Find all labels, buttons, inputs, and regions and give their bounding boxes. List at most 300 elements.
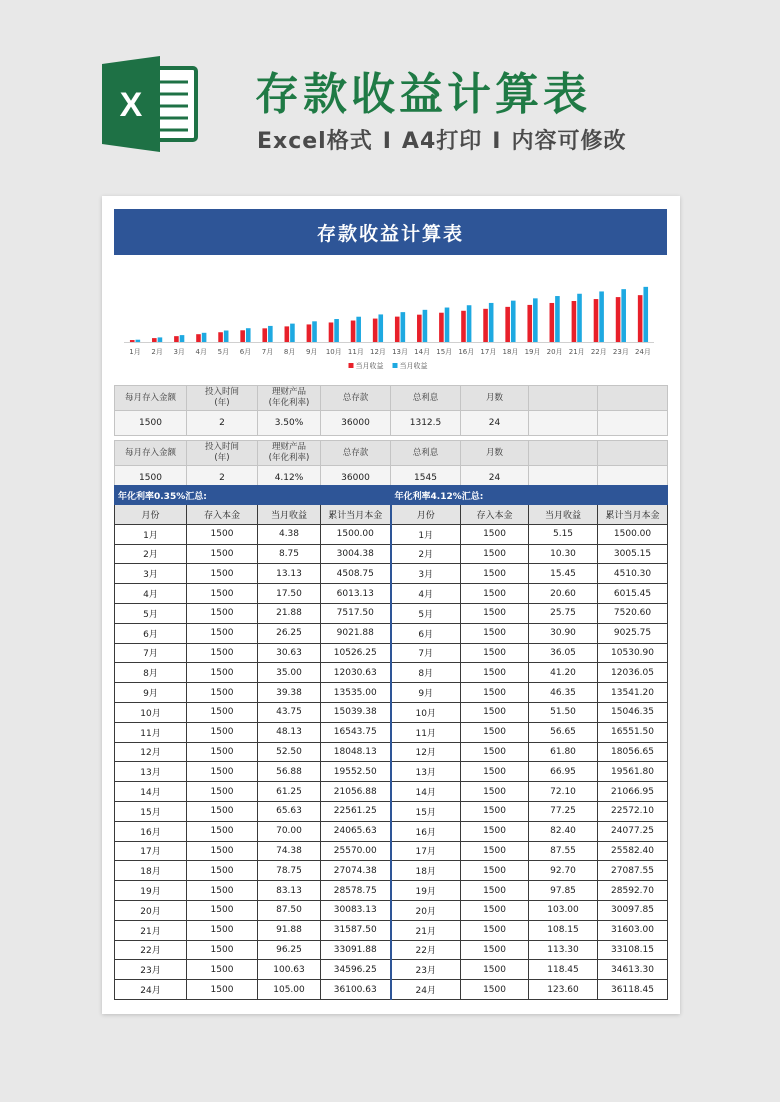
params-header-line: 月数	[485, 392, 503, 403]
column-header-cell: 当月收益	[529, 505, 598, 525]
column-header-row	[115, 505, 668, 525]
table-cell: 16月	[391, 821, 461, 841]
params-value-cell	[598, 411, 668, 436]
params-header-line: 投入时间	[204, 387, 239, 397]
table-cell: 1500.00	[598, 524, 668, 544]
table-cell: 12月	[115, 742, 187, 762]
bar-blue	[401, 312, 406, 342]
table-cell: 20月	[391, 900, 461, 920]
params-header-line: (年)	[214, 453, 230, 463]
table-cell: 24077.25	[598, 821, 668, 841]
table-cell: 9021.88	[321, 623, 391, 643]
table-row	[115, 881, 668, 901]
table-cell: 27087.55	[598, 861, 668, 881]
bar-red	[527, 305, 532, 342]
summary-section-header	[115, 486, 668, 505]
params-value-cell: 1312.5	[391, 411, 461, 436]
table-cell: 33091.88	[321, 940, 391, 960]
table-cell: 36118.45	[598, 980, 668, 1000]
table-cell: 1500	[187, 940, 258, 960]
params-header-line: (年化利率)	[268, 398, 310, 408]
x-tick-label: 2月	[151, 348, 163, 356]
table-cell: 9月	[391, 683, 461, 703]
bar-blue	[467, 305, 472, 342]
bar-blue	[136, 340, 141, 342]
table-cell: 10526.25	[321, 643, 391, 663]
table-cell: 41.20	[529, 663, 598, 683]
bar-blue	[445, 308, 450, 342]
table-cell: 1500	[187, 683, 258, 703]
logo-letter: X	[119, 86, 143, 124]
bar-red	[594, 299, 599, 342]
table-cell: 96.25	[258, 940, 321, 960]
bar-blue	[511, 301, 516, 342]
table-cell: 12030.63	[321, 663, 391, 683]
table-cell: 1500	[461, 980, 529, 1000]
bar-blue	[621, 289, 626, 342]
bar-blue	[643, 287, 648, 342]
table-cell: 13.13	[258, 564, 321, 584]
table-cell: 10530.90	[598, 643, 668, 663]
table-cell: 19561.80	[598, 762, 668, 782]
bar-red	[307, 324, 312, 342]
params-header-cell	[115, 386, 187, 411]
params-header-line: 每月存入金额	[124, 392, 176, 403]
table-cell: 8月	[391, 663, 461, 683]
table-cell: 6013.13	[321, 584, 391, 604]
table-cell: 1500	[187, 980, 258, 1000]
table-cell: 18月	[391, 861, 461, 881]
page-subtitle	[257, 124, 626, 155]
table-cell: 1500	[461, 524, 529, 544]
table-cell: 1500	[187, 584, 258, 604]
params-header-line: 总利息	[412, 447, 439, 458]
table-cell: 1500	[461, 742, 529, 762]
table-cell: 13月	[115, 762, 187, 782]
table-cell: 11月	[391, 722, 461, 742]
table-row	[115, 524, 668, 544]
table-cell: 1500	[461, 643, 529, 663]
page-title: 存款收益计算表	[255, 69, 591, 120]
subtitle-format: Excel格式	[257, 129, 373, 154]
table-cell: 1500	[461, 544, 529, 564]
bar-red	[461, 311, 466, 342]
params-header-line: (年)	[214, 398, 230, 408]
params-value-cell	[529, 411, 598, 436]
table-cell: 1500	[461, 623, 529, 643]
table-row	[115, 940, 668, 960]
table-cell: 5.15	[529, 524, 598, 544]
table-cell: 27074.38	[321, 861, 391, 881]
bar-red	[395, 317, 400, 342]
x-tick-label: 10月	[325, 348, 342, 356]
bar-red	[417, 315, 422, 342]
bar-blue	[202, 333, 207, 342]
table-cell: 22572.10	[598, 801, 668, 821]
table-cell: 61.25	[258, 782, 321, 802]
table-cell: 8月	[115, 663, 187, 683]
bar-blue	[268, 326, 273, 342]
params-value-cell: 1500	[115, 411, 187, 436]
legend-label: 当月收益	[399, 362, 428, 370]
bar-blue	[489, 303, 494, 342]
table-cell: 19月	[391, 881, 461, 901]
table-cell: 16543.75	[321, 722, 391, 742]
table-cell: 6015.45	[598, 584, 668, 604]
x-tick-label: 19月	[524, 348, 541, 356]
table-cell: 1500	[461, 782, 529, 802]
table-cell: 25570.00	[321, 841, 391, 861]
table-cell: 1500	[187, 762, 258, 782]
table-cell: 78.75	[258, 861, 321, 881]
column-header-cell: 月份	[391, 505, 461, 525]
x-tick-label: 7月	[261, 348, 274, 356]
table-cell: 35.00	[258, 663, 321, 683]
table-cell: 113.30	[529, 940, 598, 960]
left-summary-title: 年化利率0.35%汇总:	[115, 486, 391, 505]
params-value-cell: 3.50%	[258, 411, 321, 436]
table-cell: 14月	[115, 782, 187, 802]
subtitle-separator: I	[382, 129, 392, 154]
table-row	[115, 782, 668, 802]
table-cell: 26.25	[258, 623, 321, 643]
table-cell: 15月	[391, 801, 461, 821]
table-row	[115, 702, 668, 722]
table-cell: 10月	[115, 702, 187, 722]
table-cell: 48.13	[258, 722, 321, 742]
bar-red	[550, 303, 555, 342]
params-header-line: 月数	[485, 447, 503, 458]
table-cell: 74.38	[258, 841, 321, 861]
table-cell: 15046.35	[598, 702, 668, 722]
table-cell: 1500	[187, 643, 258, 663]
bar-red	[505, 307, 510, 342]
table-cell: 108.15	[529, 920, 598, 940]
table-cell: 1500	[461, 683, 529, 703]
table-cell: 1月	[391, 524, 461, 544]
table-cell: 20月	[115, 900, 187, 920]
x-tick-label: 12月	[369, 348, 386, 356]
bar-blue	[290, 324, 295, 342]
bar-blue	[533, 298, 538, 342]
table-cell: 23月	[391, 960, 461, 980]
table-row	[115, 663, 668, 683]
x-tick-label: 16月	[458, 348, 475, 356]
params-header-cell	[461, 386, 529, 411]
x-tick-label: 21月	[568, 348, 585, 356]
table-cell: 4月	[115, 584, 187, 604]
table-cell: 25.75	[529, 603, 598, 623]
bar-red	[262, 328, 267, 342]
table-cell: 14月	[391, 782, 461, 802]
table-cell: 46.35	[529, 683, 598, 703]
table-cell: 28578.75	[321, 881, 391, 901]
params-value-cell: 4.12%	[258, 466, 321, 491]
table-cell: 61.80	[529, 742, 598, 762]
table-row	[115, 742, 668, 762]
table-cell: 2月	[391, 544, 461, 564]
table-cell: 1500	[461, 564, 529, 584]
x-tick-label: 15月	[436, 348, 453, 356]
table-cell: 36.05	[529, 643, 598, 663]
table-cell: 2月	[115, 544, 187, 564]
params-header-line: 每月存入金额	[124, 447, 176, 458]
table-cell: 1500	[187, 861, 258, 881]
table-cell: 100.63	[258, 960, 321, 980]
table-cell: 3005.15	[598, 544, 668, 564]
table-cell: 1500	[461, 603, 529, 623]
table-cell: 7520.60	[598, 603, 668, 623]
table-cell: 1500	[461, 900, 529, 920]
table-cell: 21月	[115, 920, 187, 940]
table-cell: 97.85	[529, 881, 598, 901]
table-cell: 56.88	[258, 762, 321, 782]
table-cell: 31603.00	[598, 920, 668, 940]
x-tick-label: 24月	[634, 348, 651, 356]
params-header-line: 总存款	[342, 392, 369, 403]
table-row	[115, 603, 668, 623]
legend-label: 当月收益	[355, 362, 384, 370]
bar-blue	[334, 319, 339, 342]
table-cell: 16月	[115, 821, 187, 841]
table-cell: 18048.13	[321, 742, 391, 762]
params-value-row	[115, 411, 668, 436]
table-cell: 25582.40	[598, 841, 668, 861]
bar-red	[174, 336, 179, 342]
table-cell: 15月	[115, 801, 187, 821]
table-cell: 1500	[461, 920, 529, 940]
table-cell: 72.10	[529, 782, 598, 802]
bar-red	[218, 332, 223, 342]
right-summary-title: 年化利率4.12%汇总:	[391, 486, 668, 505]
table-cell: 23月	[115, 960, 187, 980]
params-header-cell	[187, 386, 258, 411]
table-cell: 5月	[115, 603, 187, 623]
params-value-cell: 1545	[391, 466, 461, 491]
table-cell: 1500	[187, 702, 258, 722]
table-row	[115, 801, 668, 821]
bar-red	[196, 334, 201, 342]
bar-red	[638, 295, 643, 342]
table-cell: 4.38	[258, 524, 321, 544]
table-cell: 30097.85	[598, 900, 668, 920]
bar-red	[483, 309, 488, 342]
params-header-cell	[529, 441, 598, 466]
bar-red	[616, 297, 621, 342]
table-cell: 1500	[187, 722, 258, 742]
table-cell: 18056.65	[598, 742, 668, 762]
table-cell: 1500	[187, 603, 258, 623]
table-cell: 6月	[115, 623, 187, 643]
bar-blue	[577, 294, 582, 342]
table-cell: 1500	[461, 702, 529, 722]
table-cell: 10.30	[529, 544, 598, 564]
table-cell: 12036.05	[598, 663, 668, 683]
params-header-cell	[258, 386, 321, 411]
params-header-line: 投入时间	[204, 442, 239, 452]
table-cell: 1月	[115, 524, 187, 544]
table-cell: 77.25	[529, 801, 598, 821]
bar-blue	[180, 335, 185, 342]
monthly-income-chart	[114, 276, 667, 384]
table-cell: 1500	[187, 623, 258, 643]
table-cell: 1500	[461, 762, 529, 782]
table-cell: 12月	[391, 742, 461, 762]
table-cell: 17月	[115, 841, 187, 861]
x-tick-label: 20月	[546, 348, 563, 356]
bar-red	[130, 340, 135, 342]
bar-blue	[356, 317, 361, 342]
table-cell: 30.90	[529, 623, 598, 643]
table-cell: 19552.50	[321, 762, 391, 782]
table-cell: 15039.38	[321, 702, 391, 722]
page-header	[0, 0, 780, 190]
table-cell: 82.40	[529, 821, 598, 841]
table-row	[115, 762, 668, 782]
params-value-cell: 24	[461, 466, 529, 491]
params-header-row	[115, 386, 668, 411]
bar-blue	[423, 310, 428, 342]
bar-red	[572, 301, 577, 342]
table-cell: 1500	[461, 663, 529, 683]
params-header-cell	[187, 441, 258, 466]
excel-logo-icon	[100, 54, 200, 154]
table-row	[115, 821, 668, 841]
table-cell: 7517.50	[321, 603, 391, 623]
table-cell: 34613.30	[598, 960, 668, 980]
column-header-cell: 当月收益	[258, 505, 321, 525]
bar-red	[240, 330, 245, 342]
table-cell: 83.13	[258, 881, 321, 901]
table-cell: 22月	[391, 940, 461, 960]
table-cell: 56.65	[529, 722, 598, 742]
table-cell: 9月	[115, 683, 187, 703]
bar-red	[351, 321, 356, 342]
column-header-cell: 累计当月本金	[598, 505, 668, 525]
table-row	[115, 920, 668, 940]
bar-blue	[599, 291, 604, 342]
table-cell: 1500	[187, 801, 258, 821]
table-cell: 13541.20	[598, 683, 668, 703]
table-cell: 5月	[391, 603, 461, 623]
params-header-cell	[321, 386, 391, 411]
params-header-cell	[258, 441, 321, 466]
table-cell: 22月	[115, 940, 187, 960]
table-cell: 123.60	[529, 980, 598, 1000]
table-cell: 43.75	[258, 702, 321, 722]
bar-blue	[555, 296, 560, 342]
table-row	[115, 980, 668, 1000]
table-cell: 34596.25	[321, 960, 391, 980]
table-cell: 17月	[391, 841, 461, 861]
table-cell: 1500	[461, 940, 529, 960]
x-tick-label: 17月	[480, 348, 497, 356]
bar-blue	[246, 328, 251, 342]
table-cell: 1500	[461, 841, 529, 861]
table-cell: 31587.50	[321, 920, 391, 940]
table-cell: 52.50	[258, 742, 321, 762]
params-header-line: 理财产品	[271, 442, 306, 452]
table-cell: 8.75	[258, 544, 321, 564]
table-row	[115, 722, 668, 742]
table-cell: 66.95	[529, 762, 598, 782]
table-cell: 1500	[461, 861, 529, 881]
params-header-row	[115, 441, 668, 466]
table-cell: 1500	[461, 801, 529, 821]
table-row	[115, 544, 668, 564]
bar-chart-svg	[114, 276, 667, 384]
table-cell: 1500	[461, 584, 529, 604]
x-tick-label: 9月	[305, 348, 318, 356]
table-cell: 65.63	[258, 801, 321, 821]
table-cell: 39.38	[258, 683, 321, 703]
table-cell: 87.55	[529, 841, 598, 861]
params-header-line: 总利息	[412, 392, 439, 403]
table-cell: 1500	[187, 663, 258, 683]
table-cell: 1500	[461, 960, 529, 980]
table-cell: 33108.15	[598, 940, 668, 960]
x-tick-label: 13月	[392, 348, 409, 356]
bar-blue	[224, 331, 229, 342]
legend-swatch	[393, 363, 398, 368]
subtitle-separator: I	[492, 129, 502, 154]
table-cell: 4508.75	[321, 564, 391, 584]
table-cell: 13月	[391, 762, 461, 782]
table-cell: 22561.25	[321, 801, 391, 821]
table-cell: 3004.38	[321, 544, 391, 564]
table-cell: 21月	[391, 920, 461, 940]
table-row	[115, 683, 668, 703]
table-cell: 24月	[115, 980, 187, 1000]
params-header-line: (年化利率)	[268, 453, 310, 463]
table-cell: 18月	[115, 861, 187, 881]
table-cell: 36100.63	[321, 980, 391, 1000]
table-cell: 21066.95	[598, 782, 668, 802]
table-cell: 92.70	[529, 861, 598, 881]
table-cell: 51.50	[529, 702, 598, 722]
monthly-summary-table	[114, 485, 668, 1000]
table-cell: 105.00	[258, 980, 321, 1000]
table-cell: 24065.63	[321, 821, 391, 841]
bar-red	[373, 319, 378, 342]
table-cell: 1500	[187, 920, 258, 940]
table-cell: 1500	[461, 821, 529, 841]
table-row	[115, 564, 668, 584]
table-row	[115, 623, 668, 643]
table-cell: 1500	[187, 544, 258, 564]
table-cell: 7月	[391, 643, 461, 663]
table-cell: 1500	[187, 742, 258, 762]
table-cell: 1500	[187, 900, 258, 920]
params-value-cell: 24	[461, 411, 529, 436]
bar-blue	[312, 321, 317, 342]
bar-red	[439, 313, 444, 342]
table-cell: 118.45	[529, 960, 598, 980]
table-cell: 1500	[187, 821, 258, 841]
table-cell: 28592.70	[598, 881, 668, 901]
params-header-cell	[529, 386, 598, 411]
table-cell: 15.45	[529, 564, 598, 584]
bar-red	[285, 326, 290, 342]
params-header-cell	[391, 386, 461, 411]
table-cell: 24月	[391, 980, 461, 1000]
table-cell: 103.00	[529, 900, 598, 920]
params-value-cell: 1500	[115, 466, 187, 491]
x-tick-label: 18月	[502, 348, 519, 356]
params-header-line: 总存款	[342, 447, 369, 458]
x-tick-label: 11月	[347, 348, 364, 356]
table-cell: 91.88	[258, 920, 321, 940]
